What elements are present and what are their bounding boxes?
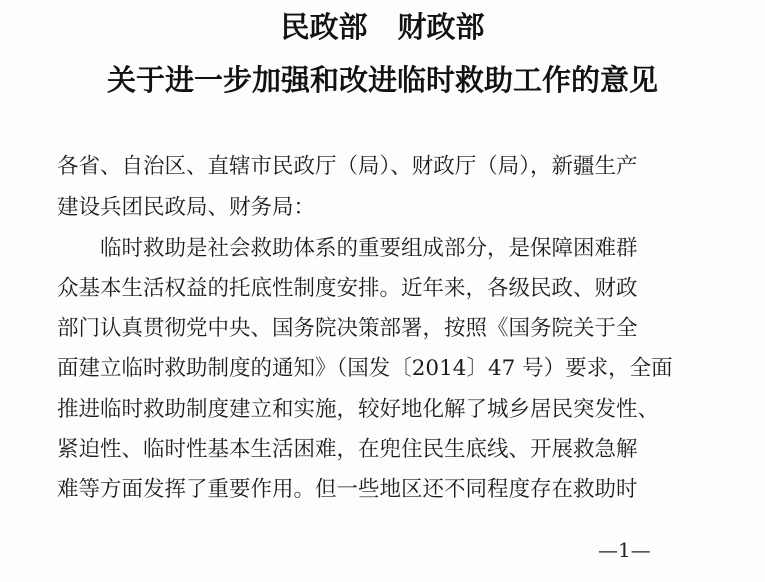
body-line-4: 众基本生活权益的托底性制度安排。近年来，各级民政、财政 xyxy=(57,276,638,301)
body-line-1: 各省、自治区、直辖市民政厅（局）、财政厅（局），新疆生产 xyxy=(57,154,638,179)
body-line-8: 紧迫性、临时性基本生活困难，在兜住民生底线、开展救急解 xyxy=(57,437,638,462)
body-line-9: 难等方面发挥了重要作用。但一些地区还不同程度存在救助时 xyxy=(57,477,638,502)
body-line-3: 临时救助是社会救助体系的重要组成部分，是保障困难群 xyxy=(100,236,638,261)
issuer-ministry-civil-affairs: 民政部 xyxy=(280,10,368,44)
issuer-ministry-finance: 财政部 xyxy=(397,10,485,44)
body-line-7: 推进临时救助制度建立和实施，较好地化解了城乡居民突发性、 xyxy=(57,397,660,422)
body-line-2: 建设兵团民政局、财务局： xyxy=(57,195,316,220)
document-issuer-title xyxy=(0,6,765,48)
page-number: —1— xyxy=(598,538,651,562)
document-main-title: 关于进一步加强和改进临时救助工作的意见 xyxy=(106,63,658,97)
body-line-5: 部门认真贯彻党中央、国务院决策部署，按照《国务院关于全 xyxy=(57,316,638,341)
body-line-6: 面建立临时救助制度的通知》（国发〔2014〕47 号）要求，全面 xyxy=(57,356,673,381)
